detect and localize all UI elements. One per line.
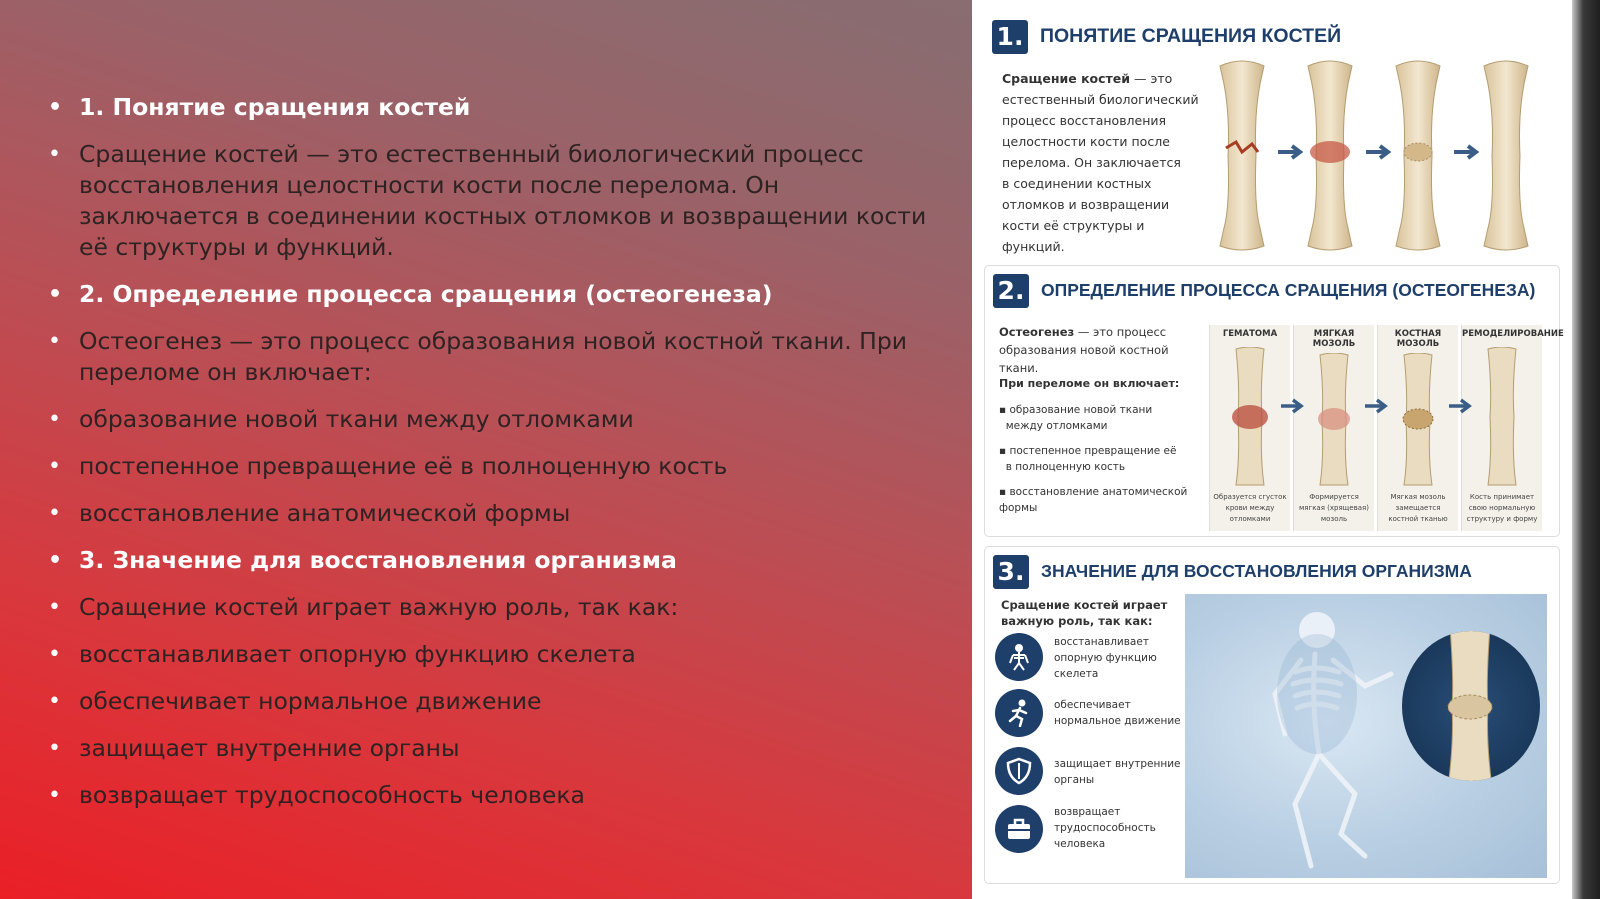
running-person-icon bbox=[995, 689, 1043, 737]
section-1 bbox=[972, 0, 1572, 262]
bone-hematoma-illustration bbox=[1230, 347, 1270, 487]
section-1-title: ПОНЯТИЕ СРАЩЕНИЯ КОСТЕЙ bbox=[1040, 25, 1342, 47]
section-2-number: 2. bbox=[993, 274, 1029, 308]
section-1-line: перелома. Он заключается bbox=[1002, 155, 1181, 170]
section-1-number: 1. bbox=[992, 20, 1028, 54]
list-item: ▪ образование новой ткани между отломками bbox=[999, 404, 1153, 432]
arrow-icon bbox=[1366, 146, 1388, 158]
stage-caption: Мягкая мозоль замещается костной тканью bbox=[1388, 493, 1448, 523]
bullet-list bbox=[48, 92, 938, 827]
section-2-intro-line: образования новой костной ткани. bbox=[999, 343, 1169, 375]
section-1-line: процесс восстановления bbox=[1002, 113, 1167, 128]
section-2-term: Остеогенез bbox=[999, 325, 1075, 339]
section-heading-bullet: • 3. Значение для восстановления организма bbox=[48, 545, 938, 576]
benefit-label: обеспечивает нормальное движение bbox=[1054, 699, 1181, 727]
bone-closeup-illustration bbox=[1402, 631, 1540, 781]
bone-healed bbox=[1484, 61, 1528, 250]
bone-fractured bbox=[1220, 61, 1264, 250]
bullet-item: • Сращение костей — это естественный биологический процесс восстановления целостности кости после перелома. Он заключается в соединении костных отломков и возвращении кости её структуры и функций. bbox=[48, 139, 938, 263]
section-2-list bbox=[999, 402, 1211, 516]
screen-edge bbox=[1572, 0, 1600, 899]
bone-remodeled-illustration bbox=[1482, 347, 1522, 487]
arrow-icon bbox=[1449, 400, 1469, 412]
bullet-item: • Остеогенез — это процесс образования новой костной ткани. При переломе он включает: bbox=[48, 326, 938, 388]
stage-caption: Образуется сгусток крови между отломками bbox=[1213, 493, 1287, 523]
bullet-item: • защищает внутренние органы bbox=[48, 733, 938, 764]
section-1-line: целостности кости после bbox=[1002, 134, 1170, 149]
stage-hematoma bbox=[1209, 325, 1290, 531]
stage-arrows bbox=[1209, 396, 1549, 416]
section-3 bbox=[984, 546, 1560, 884]
stage-label: ГЕМАТОМА bbox=[1222, 329, 1278, 339]
list-item: ▪ восстановление анатомической формы bbox=[999, 486, 1188, 514]
arrow-icon bbox=[1281, 400, 1301, 412]
section-1-line: в соединении костных bbox=[1002, 176, 1152, 191]
benefit-label: восстанавливает опорную функцию скелета bbox=[1054, 636, 1157, 680]
bullet-item: • восстановление анатомической формы bbox=[48, 498, 938, 529]
section-3-intro: Сращение костей играет важную роль, так как: bbox=[1001, 598, 1168, 628]
infographic-panel bbox=[972, 0, 1572, 899]
section-heading-bullet: • 2. Определение процесса сращения (остеогенеза) bbox=[48, 279, 938, 310]
stage-remodeling bbox=[1461, 325, 1564, 531]
arrow-icon bbox=[1365, 400, 1385, 412]
stage-caption: Кость принимает свою нормальную структуру и форму bbox=[1466, 493, 1538, 523]
section-2 bbox=[984, 265, 1564, 537]
section-3-title: ЗНАЧЕНИЕ ДЛЯ ВОССТАНОВЛЕНИЯ ОРГАНИЗМА bbox=[1041, 561, 1472, 581]
briefcase-icon bbox=[995, 805, 1043, 853]
section-1-term: Сращение костей bbox=[1002, 71, 1131, 86]
section-1-line: естественный биологический bbox=[1002, 92, 1199, 107]
section-heading-bullet: • 1. Понятие сращения костей bbox=[48, 92, 938, 123]
section-1-line: — это bbox=[1134, 71, 1173, 86]
arrow-icon bbox=[1454, 146, 1476, 158]
bullet-item: • постепенное превращение её в полноценную кость bbox=[48, 451, 938, 482]
section-2-title: ОПРЕДЕЛЕНИЕ ПРОЦЕССА СРАЩЕНИЯ (ОСТЕОГЕНЕЗА) bbox=[1041, 280, 1536, 300]
stage-soft-callus bbox=[1293, 325, 1374, 531]
section-2-includes: При переломе он включает: bbox=[999, 377, 1180, 390]
bone-soft-callus-illustration bbox=[1314, 353, 1354, 487]
section-2-intro-rest: — это процесс bbox=[1077, 325, 1167, 339]
section-3-number: 3. bbox=[993, 555, 1029, 589]
bullet-item: • восстанавливает опорную функцию скелета bbox=[48, 639, 938, 670]
section-1-text bbox=[1002, 68, 1202, 257]
arrow-icon bbox=[1278, 146, 1300, 158]
stage-label: РЕМОДЕЛИРОВАНИЕ bbox=[1462, 329, 1564, 339]
benefit-label: защищает внутренние органы bbox=[1054, 758, 1181, 786]
bone-hematoma bbox=[1308, 61, 1352, 250]
shield-icon bbox=[995, 747, 1043, 795]
stage-label: МЯГКАЯ МОЗОЛЬ bbox=[1312, 329, 1356, 349]
stage-label: КОСТНАЯ МОЗОЛЬ bbox=[1394, 329, 1442, 349]
list-item: ▪ постепенное превращение её в полноценную кость bbox=[999, 445, 1177, 473]
section-1-line: отломков и возвращении bbox=[1002, 197, 1170, 212]
running-skeleton-illustration bbox=[1185, 594, 1547, 878]
bone-callus bbox=[1396, 61, 1440, 250]
bullet-item: • обеспечивает нормальное движение bbox=[48, 686, 938, 717]
stage-caption: Формируется мягкая (хрящевая) мозоль bbox=[1299, 493, 1369, 523]
skeleton-icon bbox=[995, 633, 1043, 681]
bullet-item: • Сращение костей играет важную роль, так как: bbox=[48, 592, 938, 623]
section-1-line: кости её структуры и функций. bbox=[1002, 218, 1145, 254]
stage-hard-callus bbox=[1377, 325, 1458, 531]
bullet-item: • образование новой ткани между отломками bbox=[48, 404, 938, 435]
section-2-intro bbox=[999, 323, 1209, 377]
benefit-label: возвращает трудоспособность человека bbox=[1054, 806, 1156, 850]
bone-healing-sequence-illustration bbox=[1212, 56, 1542, 256]
bone-hard-callus-illustration bbox=[1398, 353, 1438, 487]
bullet-item: • возвращает трудоспособность человека bbox=[48, 780, 938, 811]
